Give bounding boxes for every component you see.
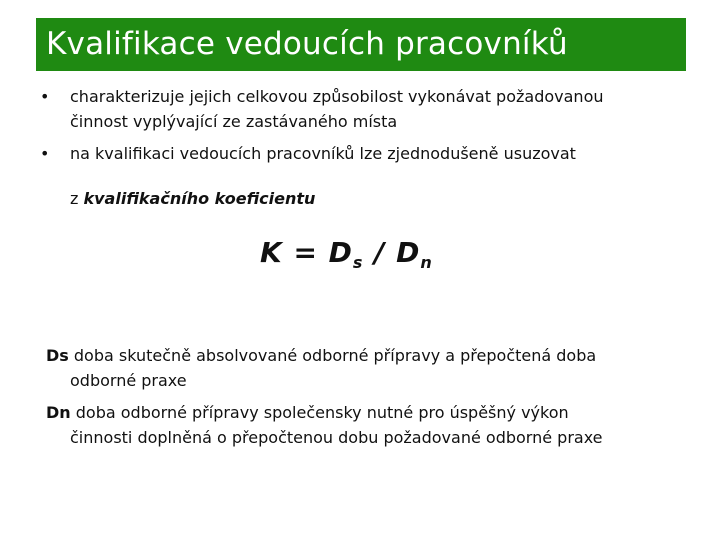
page-title: Kvalifikace vedoucích pracovníků <box>46 26 568 62</box>
definition-line <box>46 400 603 425</box>
definition-text: doba skutečně absolvované odborné přípravy a přepočtená doba <box>68 346 597 365</box>
coefficient-emphasis: kvalifikačního koeficientu <box>83 189 316 208</box>
definition-text: doba odborné přípravy společensky nutné pro úspěšný výkon <box>70 403 569 422</box>
definition-continuation: odborné praxe <box>70 371 187 390</box>
bullet-item-inference <box>40 141 576 166</box>
title-bar <box>36 18 686 71</box>
bullet-text-line: charakterizuje jejich celkovou způsobilost vykonávat požadovanou <box>70 87 604 106</box>
coefficient-line <box>70 186 315 211</box>
bullet-item-characterization <box>40 84 604 134</box>
formula-subscript-n: n <box>420 253 433 272</box>
bullet-text-line: činnost vyplývající ze zastávaného místa <box>70 112 398 131</box>
definition-ds <box>46 343 596 393</box>
bullet-text-line: na kvalifikaci vedoucích pracovníků lze zjednodušeně usuzovat <box>70 144 576 163</box>
formula-subscript-s: s <box>352 253 364 272</box>
definition-term: Dn <box>46 403 71 422</box>
formula-mid: / D <box>363 236 421 269</box>
formula <box>260 236 433 272</box>
definition-dn <box>46 400 603 450</box>
definition-continuation: činnosti doplněná o přepočtenou dobu požadované odborné praxe <box>70 428 603 447</box>
coefficient-prefix: z <box>70 189 84 208</box>
bullet-icon: • <box>40 144 50 163</box>
formula-lhs: K = D <box>260 236 353 269</box>
bullet-icon: • <box>40 87 50 106</box>
definition-term: Ds <box>46 346 69 365</box>
definition-line <box>46 343 596 368</box>
